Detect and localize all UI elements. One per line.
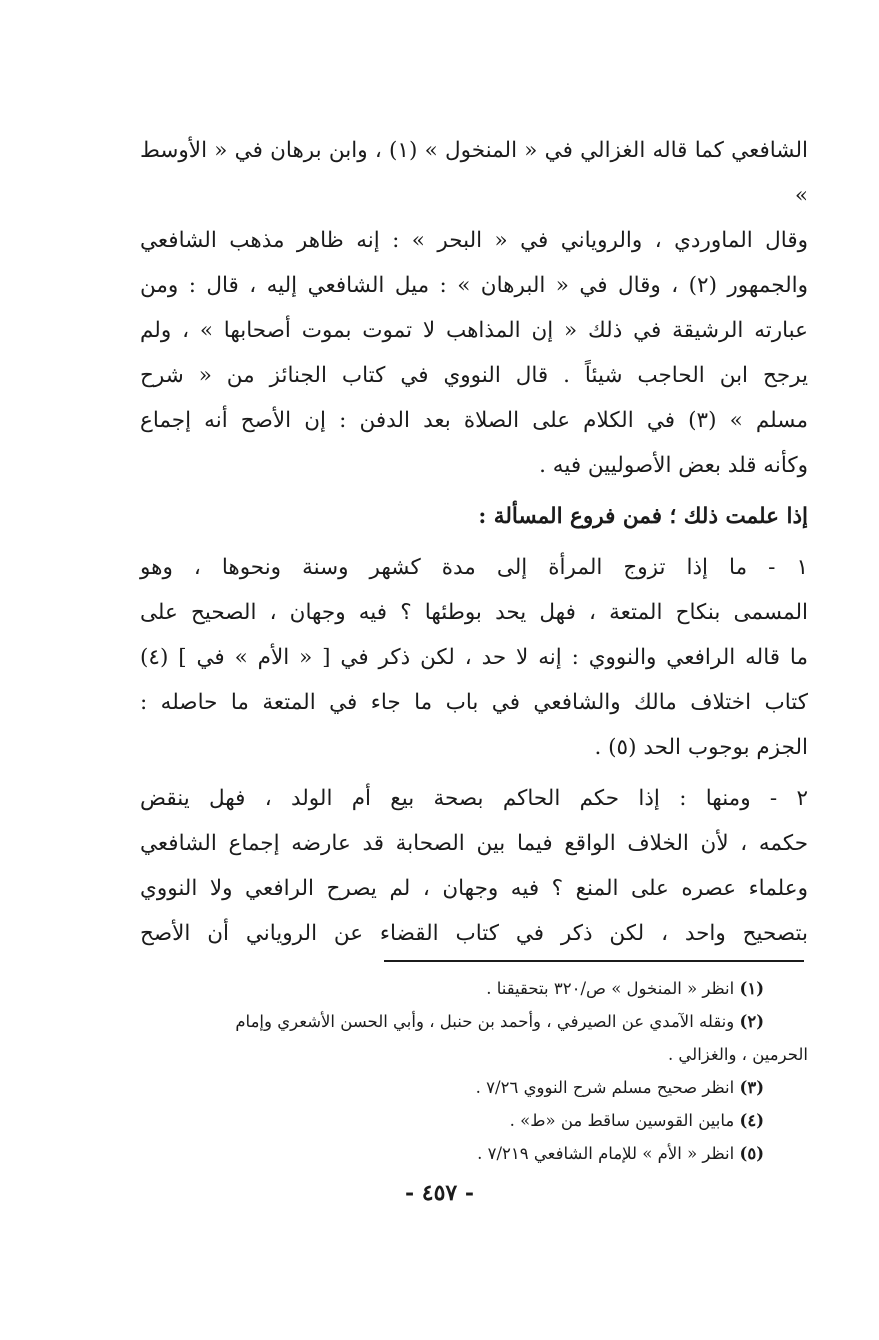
text-line: وقال الماوردي ، والروياني في « البحر » : إنه ظاهر مذهب الشافعي	[140, 228, 808, 253]
text-line: الجزم بوجوب الحد (٥) .	[594, 735, 808, 760]
footnote-number: (٥)	[739, 1144, 764, 1163]
footnote-2	[140, 1005, 808, 1038]
heading-text: إذا علمت ذلك ؛ فمن فروع المسألة :	[478, 504, 808, 529]
text-line: يرجح ابن الحاجب شيئاً . قال النووي في كتاب الجنائز من « شرح	[140, 363, 808, 388]
text-line: حكمه ، لأن الخلاف الواقع فيما بين الصحابة قد عارضه إجماع الشافعي	[140, 831, 808, 856]
text-line: المسمى بنكاح المتعة ، فهل يحد بوطئها ؟ فيه وجهان ، الصحيح على	[140, 600, 808, 625]
footnote-number: (١)	[739, 979, 764, 998]
paragraph-item-1	[140, 545, 808, 770]
footnote-number: (٣)	[739, 1078, 764, 1097]
footnote-text: انظر صحيح مسلم شرح النووي ٧/٢٦ .	[475, 1078, 735, 1097]
footnote-text: انظر « الأم » للإمام الشافعي ٧/٢١٩ .	[477, 1144, 735, 1163]
footnote-text: مابين القوسين ساقط من «ط» .	[509, 1111, 735, 1130]
text-line: مسلم » (٣) في الكلام على الصلاة بعد الدفن : إن الأصح أنه إجماع	[140, 408, 808, 433]
text-line: وكأنه قلد بعض الأصوليين فيه .	[539, 453, 808, 478]
page-number: - ٤٥٧ -	[404, 1180, 475, 1206]
text-line: وعلماء عصره على المنع ؟ فيه وجهان ، لم يصرح الرافعي ولا النووي	[140, 876, 808, 901]
text-line: الشافعي كما قاله الغزالي في « المنخول » (١) ، وابن برهان في « الأوسط »	[140, 138, 808, 208]
footnote-text: انظر « المنخول » ص/٣٢٠ بتحقيقنا .	[486, 979, 735, 998]
footnotes	[140, 972, 808, 1170]
footnote-2-continuation: الحرمين ، والغزالي .	[667, 1045, 808, 1064]
text-line: ٢ - ومنها : إذا حكم الحاكم بصحة بيع أم الولد ، فهل ينقض	[140, 786, 808, 811]
text-line: ١ - ما إذا تزوج المرأة إلى مدة كشهر وسنة ونحوها ، وهو	[140, 555, 808, 580]
footnote-3	[140, 1071, 808, 1104]
section-heading	[140, 494, 808, 539]
footnote-5	[140, 1137, 808, 1170]
footnote-number: (٢)	[739, 1012, 764, 1031]
text-line: كتاب اختلاف مالك والشافعي في باب ما جاء في المتعة ما حاصله :	[140, 690, 808, 715]
text-line: ما قاله الرافعي والنووي : إنه لا حد ، لكن ذكر في [ « الأم » في ] (٤)	[140, 645, 808, 670]
text-line: والجمهور (٢) ، وقال في « البرهان » : ميل الشافعي إليه ، قال : ومن	[140, 273, 808, 298]
footnote-1	[140, 972, 808, 1005]
paragraph-intro	[140, 128, 808, 488]
footnote-text: ونقله الآمدي عن الصيرفي ، وأحمد بن حنبل ، وأبي الحسن الأشعري وإمام	[235, 1012, 735, 1031]
paragraph-item-2	[140, 776, 808, 956]
footnote-4	[140, 1104, 808, 1137]
text-line: بتصحيح واحد ، لكن ذكر في كتاب القضاء عن الروياني أن الأصح	[140, 921, 808, 946]
footnote-number: (٤)	[739, 1111, 764, 1130]
footnote-divider	[384, 960, 804, 962]
main-text	[140, 128, 808, 956]
text-line: عبارته الرشيقة في ذلك « إن المذاهب لا تموت بموت أصحابها » ، ولم	[140, 318, 808, 343]
